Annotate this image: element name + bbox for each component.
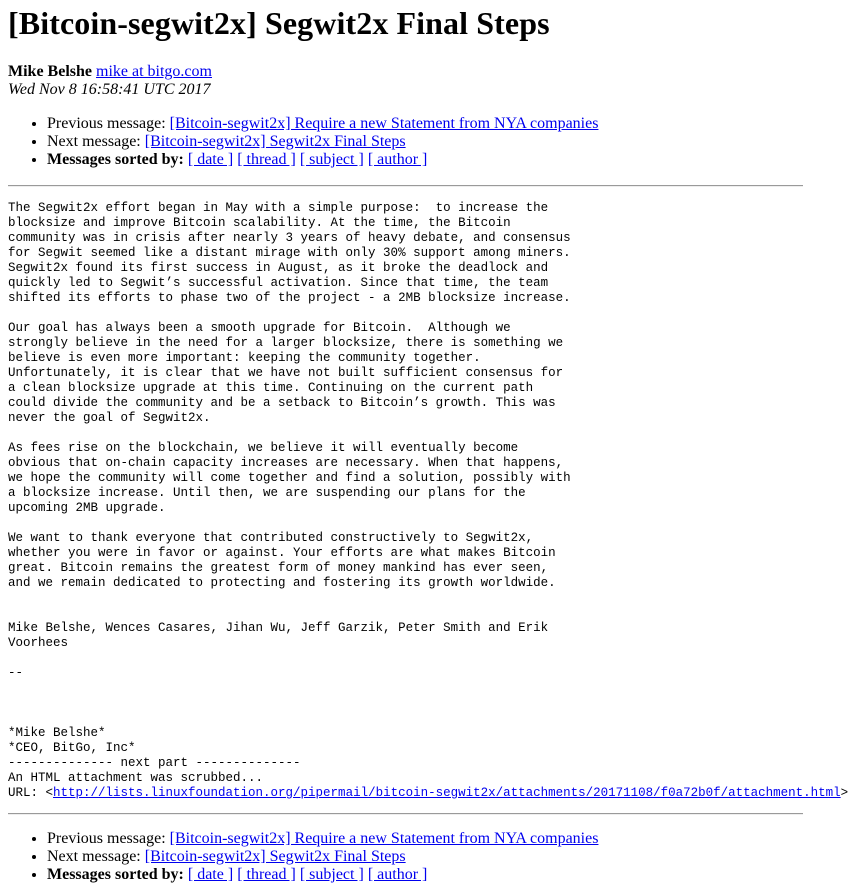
signers: Mike Belshe, Wences Casares, Jihan Wu, Jeff Garzik, Peter Smith and Erik Voorhees (8, 621, 549, 650)
author-name: Mike Belshe (8, 63, 92, 80)
sort-by-subject-link[interactable]: [ subject ] (299, 866, 364, 883)
body-paragraph-2: Our goal has always been a smooth upgrade for Bitcoin. Although we strongly believe in the need for a larger blocksize, there is something we believe is even more important: keeping the community together. Unfortunately, it is clear that we have not built sufficient consensus for a clean blocksize upgrade at this time. Continuing on the current path could divide the community and be a setback to Bitcoin’s growth. This was never the goal of Segwit2x. (8, 321, 564, 425)
sort-by-date-link[interactable]: [ date ] (187, 151, 234, 168)
message-body (8, 201, 848, 801)
body-paragraph-4: We want to thank everyone that contributed constructively to Segwit2x, whether you were in favor or against. Your efforts are what makes Bitcoin great. Bitcoin remains the greatest form of money mankind has ever seen, and we remain dedicated to protecting and fostering its growth worldwide. (8, 531, 556, 590)
sort-by-author-link[interactable]: [ author ] (367, 151, 428, 168)
next-message-link[interactable]: [Bitcoin-segwit2x] Segwit2x Final Steps (144, 848, 406, 865)
message-header (8, 63, 803, 99)
sort-by-date-link[interactable]: [ date ] (187, 866, 234, 883)
attachment-scrubbed-note: An HTML attachment was scrubbed... (8, 771, 264, 785)
previous-message-label: Previous message: (47, 115, 166, 132)
next-message-link[interactable]: [Bitcoin-segwit2x] Segwit2x Final Steps (144, 133, 406, 150)
divider-bottom (8, 813, 803, 815)
signature-title: *CEO, BitGo, Inc* (8, 741, 136, 755)
next-part-separator: -------------- next part -------------- (8, 756, 301, 770)
signature-separator: -- (8, 666, 24, 680)
body-paragraph-1: The Segwit2x effort began in May with a simple purpose: to increase the blocksize and improve Bitcoin scalability. At the time, the Bitcoin community was in crisis after nearly 3 years of heavy debate, and consensus for Segwit seemed like a distant mirage with only 30% support among miners. Segwit2x found its first success in August, as it broke the deadlock and quickly led to Segwit’s successful activation. Since that time, the team shifted its efforts to phase two of the project - a 2MB blocksize increase. (8, 201, 571, 305)
sorted-by-label: Messages sorted by: (47, 866, 184, 883)
sort-options-item (47, 151, 803, 169)
message-date: Wed Nov 8 16:58:41 UTC 2017 (8, 81, 211, 98)
attachment-url-line: URL: <http://lists.linuxfoundation.org/pipermail/bitcoin-segwit2x/attachments/20171108/f0a72b0f/attachment.html> (8, 786, 848, 800)
author-email-link[interactable]: mike at bitgo.com (96, 63, 212, 80)
sort-by-subject-link[interactable]: [ subject ] (299, 151, 364, 168)
previous-message-link[interactable]: [Bitcoin-segwit2x] Require a new Statement from NYA companies (169, 115, 599, 132)
sort-by-thread-link[interactable]: [ thread ] (237, 866, 296, 883)
body-paragraph-3: As fees rise on the blockchain, we believe it will eventually become obvious that on-chain capacity increases are necessary. When that happens, we hope the community will come together and find a solution, possibly with a blocksize increase. Until then, we are suspending our plans for the upcoming 2MB upgrade. (8, 441, 571, 515)
signature-name: *Mike Belshe* (8, 726, 106, 740)
next-message-item (47, 133, 803, 151)
page-title: [Bitcoin-segwit2x] Segwit2x Final Steps (8, 5, 550, 41)
message-nav-top (8, 115, 803, 169)
next-message-label: Next message: (47, 848, 141, 865)
previous-message-label: Previous message: (47, 830, 166, 847)
next-message-item (47, 848, 803, 866)
attachment-url-link[interactable]: http://lists.linuxfoundation.org/pipermail/bitcoin-segwit2x/attachments/20171108/f0a72b0f/attachment.html (53, 786, 841, 800)
sort-by-author-link[interactable]: [ author ] (367, 866, 428, 883)
sort-options-item (47, 866, 803, 884)
previous-message-link[interactable]: [Bitcoin-segwit2x] Require a new Statement from NYA companies (169, 830, 599, 847)
previous-message-item (47, 115, 803, 133)
next-message-label: Next message: (47, 133, 141, 150)
sorted-by-label: Messages sorted by: (47, 151, 184, 168)
message-nav-bottom (8, 830, 803, 884)
previous-message-item (47, 830, 803, 848)
divider-top (8, 185, 803, 187)
sort-by-thread-link[interactable]: [ thread ] (237, 151, 296, 168)
